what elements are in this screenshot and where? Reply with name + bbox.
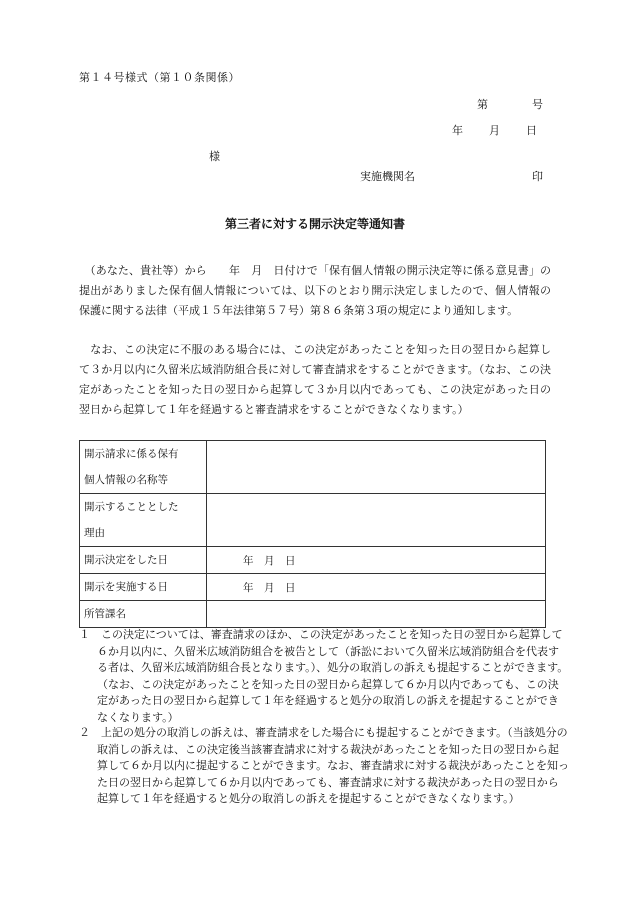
number-suffix: 号 [532, 98, 543, 111]
table-row [80, 494, 546, 547]
row-label: 開示決定をした日 [80, 547, 207, 574]
note-number: １ [79, 628, 90, 641]
recipient-suffix: 様 [209, 150, 220, 163]
table-row [80, 547, 546, 574]
note-1 [79, 627, 569, 726]
table-row [80, 441, 546, 494]
number-prefix: 第 [477, 98, 488, 111]
row-value [207, 441, 546, 494]
date-day: 日 [526, 124, 537, 137]
row-value: 年 月 日 [207, 574, 546, 601]
note-number: ２ [79, 726, 90, 739]
row-label: 開示を実施する日 [80, 574, 207, 601]
body-paragraph-1: （あなた、貴社等）から 年 月 日付けで「保有個人情報の開示決定等に係る意見書」の提出がありました保有個人情報については、以下のとおり開示決定しましたので、個人情報の保護に関する法律（平成１５年法律第５７号）第８６条第３項の規定により通知します。 [79, 264, 551, 317]
seal-mark: 印 [532, 170, 543, 183]
form-number: 第１４号様式（第１０条関係） [79, 71, 240, 84]
row-value [207, 494, 546, 547]
document-number-line [477, 96, 543, 112]
table-row [80, 601, 546, 628]
date-year: 年 [452, 124, 463, 137]
disclosure-info-table [79, 440, 546, 628]
document-title: 第三者に対する開示決定等通知書 [224, 217, 405, 231]
row-label: 開示請求に係る保有 個人情報の名称等 [80, 441, 207, 494]
agency-name-label: 実施機関名 [360, 170, 415, 183]
row-label: 開示することとした 理由 [80, 494, 207, 547]
body-paragraph-2: なお、この決定に不服のある場合には、この決定があったことを知った日の翌日から起算して３か月以内に久留米広域消防組合長に対して審査請求をすることができます。（なお、この決定があったことを知った日の翌日から起算して３か月以内であっても、この決定があった日の翌日から起算して１年を経過すると審査請求をすることができなくなります。） [79, 343, 551, 416]
row-value [207, 601, 546, 628]
note-text: この決定については、審査請求のほか、この決定があったことを知った日の翌日から起算して６か月以内に、久留米広域消防組合を被告として（訴訟において久留米広域消防組合を代表する者は、久留米広域消防組合長となります。）、処分の取消しの訴えも提起することができます。（なお、この決定があったことを知った日の翌日から起算して６か月以内であっても、この決定があった日の翌日から起算して１年を経過すると処分の取消しの訴えを提起することができなくなります。） [90, 628, 569, 724]
table-row [80, 574, 546, 601]
note-text: 上記の処分の取消しの訴えは、審査請求をした場合にも提起することができます。（当該処分の取消しの訴えは、この決定後当該審査請求に対する裁決があったことを知った日の翌日から起算して６か月以内に提起することができます。なお、審査請求に対する裁決があったことを知った日の翌日から起算して６か月以内であっても、審査請求に対する裁決があった日の翌日から起算して１年を経過すると処分の取消しの訴えを提起することができなくなります。） [90, 726, 570, 805]
row-value: 年 月 日 [207, 547, 546, 574]
date-line [452, 122, 537, 138]
row-label: 所管課名 [80, 601, 207, 628]
note-2 [79, 725, 569, 808]
date-month: 月 [489, 124, 500, 137]
